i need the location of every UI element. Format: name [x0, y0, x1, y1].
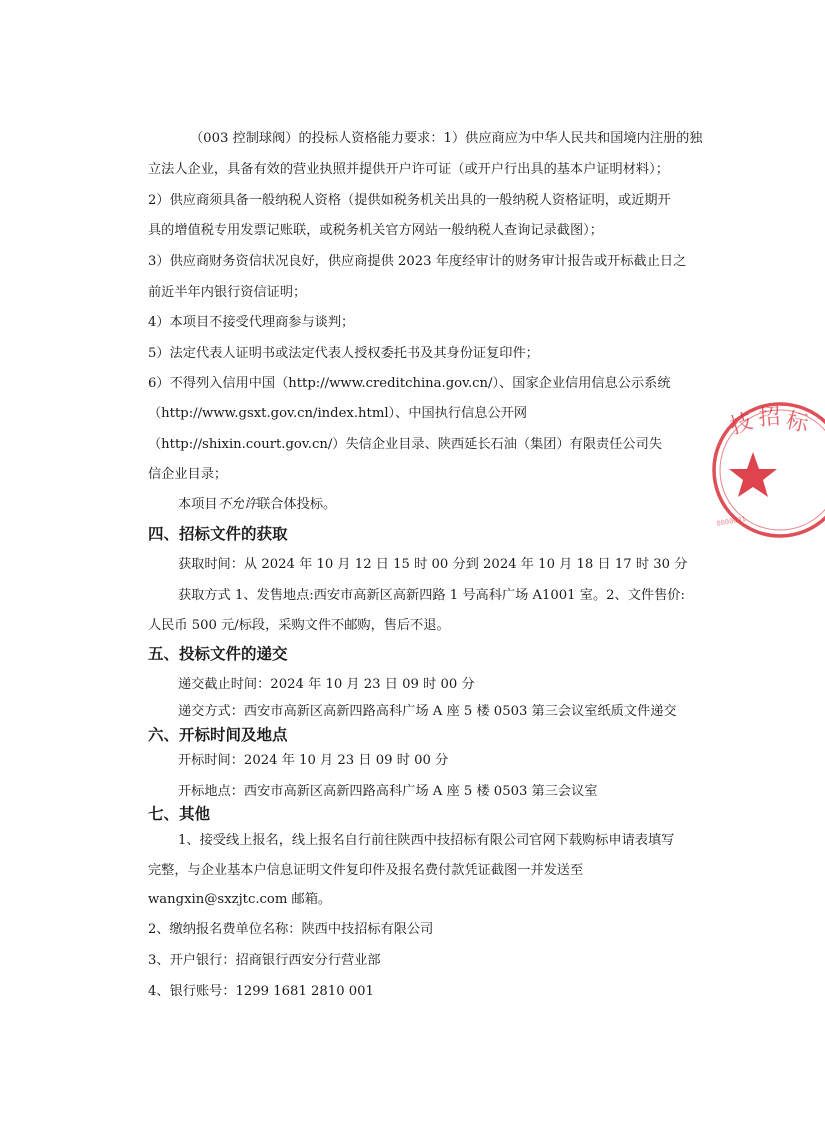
acquire-time-line: 获取时间：从 2024 年 10 月 12 日 15 时 00 分到 2024 年 10 月 18 日 17 时 30 分 [178, 557, 688, 572]
qualification-line-2: 立法人企业，具备有效的营业执照并提供开户许可证（或开户行出具的基本户证明材料）； [148, 162, 669, 177]
other-item-1-line-1: 1、接受线上报名，线上报名自行前往陕西中技招标有限公司官网下载购标申请表填写 [178, 833, 675, 848]
taxpayer-line-2: 具的增值税专用发票记账联，或税务机关官方网站一般纳税人查询记录截图）； [148, 223, 603, 238]
finance-line-1: 3）供应商财务资信状况良好，供应商提供 2023 年度经审计的财务审计报告或开标截止日之 [148, 254, 687, 269]
section-5-heading: 五、投标文件的递交 [148, 645, 288, 663]
credit-line-4: 信企业目录； [148, 467, 228, 482]
taxpayer-line-1: 2）供应商须具备一般纳税人资格（提供如税务机关出具的一般纳税人资格证明，或近期开 [148, 193, 671, 208]
section-4-heading: 四、招标文件的获取 [148, 525, 288, 543]
no-agent-line: 4）本项目不接受代理商参与谈判； [148, 315, 355, 330]
finance-line-2: 前近半年内银行资信证明； [148, 285, 307, 300]
section-6-heading: 六、开标时间及地点 [148, 726, 288, 744]
acquire-method-line-1: 获取方式 1、发售地点:西安市高新区高新四路 1 号高科广场 A1001 室。2、文件售价: [178, 588, 685, 603]
opening-time-line: 开标时间：2024 年 10 月 23 日 09 时 00 分 [178, 753, 449, 768]
svg-text:0000001: 0000001 [715, 514, 747, 528]
consortium-post: 联合体投标。 [257, 497, 337, 512]
other-item-1-line-3: wangxin@sxzjtc.com 邮箱。 [148, 892, 332, 907]
other-item-4: 4、银行账号：1299 1681 2810 001 [148, 984, 374, 999]
submit-method-line: 递交方式：西安市高新区高新四路高科广场 A 座 5 楼 0503 第三会议室纸质文件递交 [178, 704, 677, 719]
credit-line-2: （http://www.gsxt.gov.cn/index.html）、中国执行信息公开网 [148, 406, 528, 421]
consortium-line [178, 498, 336, 511]
consortium-pre: 本项目 [178, 497, 218, 512]
submit-deadline-line: 递交截止时间：2024 年 10 月 23 日 09 时 00 分 [178, 677, 475, 692]
legal-rep-line: 5）法定代表人证明书或法定代表人授权委托书及其身份证复印件； [148, 346, 539, 361]
credit-line-1: 6）不得列入信用中国（http://www.creditchina.gov.cn/）、国家企业信用信息公示系统 [148, 376, 671, 391]
other-item-1-line-2: 完整，与企业基本户信息证明文件复印件及报名费付款凭证截图一并发送至 [148, 863, 584, 878]
svg-text:标: 标 [783, 408, 811, 438]
svg-text:招: 招 [757, 404, 782, 431]
acquire-method-line-2: 人民币 500 元/标段，采购文件不邮购，售后不退。 [148, 618, 450, 633]
other-item-2: 2、缴纳报名费单位名称：陕西中技招标有限公司 [148, 922, 434, 937]
opening-place-line: 开标地点：西安市高新区高新四路高科广场 A 座 5 楼 0503 第三会议室 [178, 784, 598, 799]
consortium-handwritten: 不允许 [217, 497, 258, 512]
svg-text:技: 技 [727, 409, 756, 440]
other-item-3: 3、开户银行：招商银行西安分行营业部 [148, 953, 381, 968]
section-7-heading: 七、其他 [148, 805, 211, 823]
qualification-line-1: （003 控制球阀）的投标人资格能力要求：1）供应商应为中华人民共和国境内注册的独 [190, 131, 703, 146]
seal-star-icon [729, 452, 777, 497]
credit-line-3: （http://shixin.court.gov.cn/）失信企业目录、陕西延长石油（集团）有限责任公司失 [148, 437, 662, 452]
company-seal-stamp [705, 400, 825, 550]
